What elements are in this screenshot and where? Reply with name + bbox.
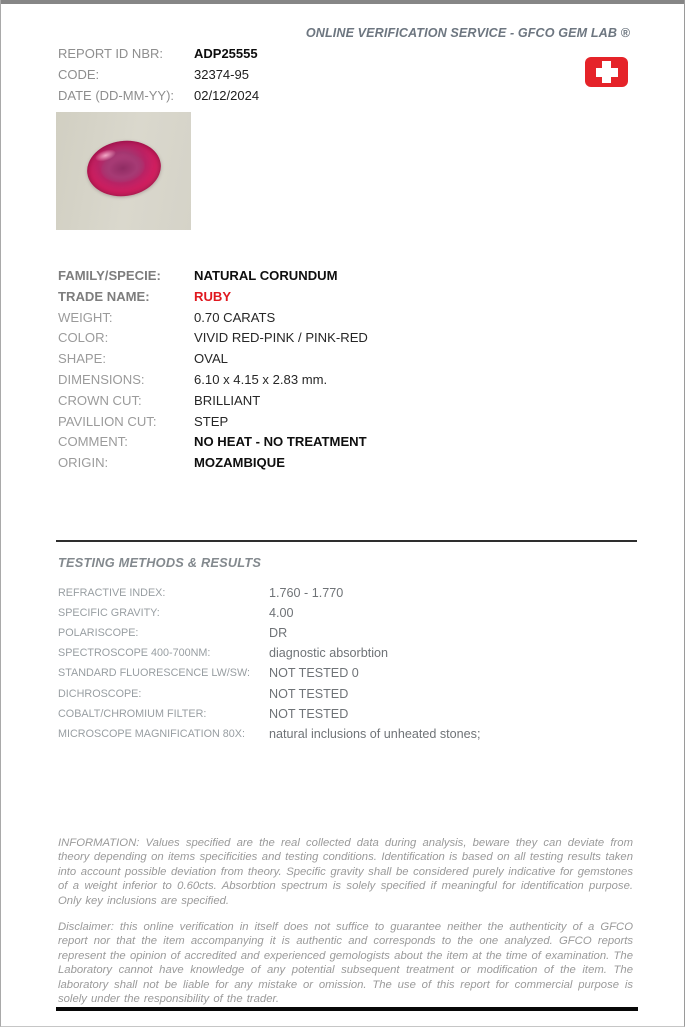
- crown-cut-label: CROWN CUT:: [58, 392, 142, 408]
- pavillion-cut-value: STEP: [194, 413, 229, 429]
- dichroscope-value: NOT TESTED: [269, 686, 349, 701]
- polariscope-label: POLARISCOPE:: [58, 627, 139, 640]
- crown-cut-value: BRILLIANT: [194, 392, 261, 408]
- refractive-index-value: 1.760 - 1.770: [269, 586, 344, 601]
- testing-section-heading: TESTING METHODS & RESULTS: [58, 555, 262, 570]
- testing-row-refractive-index: [58, 583, 480, 603]
- code-row: [58, 64, 259, 85]
- cobalt-filter-label: COBALT/CHROMIUM FILTER:: [58, 707, 207, 720]
- dimensions-label: DIMENSIONS:: [58, 371, 145, 387]
- bottom-rule: [56, 1007, 638, 1011]
- swiss-flag-icon: [585, 57, 628, 87]
- detail-row-color: [58, 328, 368, 349]
- pavillion-cut-label: PAVILLION CUT:: [58, 413, 157, 429]
- dichroscope-label: DICHROSCOPE:: [58, 687, 142, 700]
- swiss-cross-horizontal: [596, 68, 618, 77]
- shape-label: SHAPE:: [58, 351, 107, 367]
- testing-row-fluorescence: [58, 663, 480, 683]
- family-label: FAMILY/SPECIE:: [58, 268, 161, 283]
- family-value: NATURAL CORUNDUM: [194, 268, 338, 283]
- weight-label: WEIGHT:: [58, 309, 113, 325]
- testing-row-dichroscope: [58, 683, 480, 703]
- report-id-row: [58, 43, 259, 64]
- ruby-gem-image: [84, 136, 165, 201]
- disclaimer-paragraph: Disclaimer: this online verification in itself does not suffice to guarantee neither the authenticity of a GFCO report nor that the item accompanying it is authentic and corresponds to the one analyzed. GFCO reports represent the opinion of accredited and experienced gemologists about the item at the time of examination. The Laboratory cannot have knowledge of any potential subsequent treatment or modification of the item. The laboratory shall not be liable for any mistake or omission. The use of this report for commercial purpose is solely under the responsibility of the trader.: [58, 921, 633, 1006]
- cobalt-filter-value: NOT TESTED: [269, 706, 349, 721]
- date-value: 02/12/2024: [194, 88, 260, 103]
- detail-row-origin: [58, 453, 368, 474]
- color-label: COLOR:: [58, 330, 109, 346]
- detail-row-weight: [58, 308, 368, 329]
- detail-row-crown-cut: [58, 391, 368, 412]
- refractive-index-label: REFRACTIVE INDEX:: [58, 587, 166, 600]
- detail-row-trade-name: [58, 287, 368, 308]
- testing-row-polariscope: [58, 623, 480, 643]
- spectroscope-value: diagnostic absorbtion: [269, 646, 389, 661]
- information-paragraph: INFORMATION: Values specified are the real collected data during analysis, beware they can deviate from theory depending on items specificities and testing conditions. Identification is based on all testing results taken into account possible deviation from theory. Specific gravity shall be considered purely indicative for gemstones of a weight inferior to 0.60cts. Absorbtion spectrum is solely specified if meaningful for identification purpose. Only key inclusions are specified.: [58, 837, 633, 907]
- shape-value: OVAL: [194, 351, 228, 367]
- specific-gravity-label: SPECIFIC GRAVITY:: [58, 607, 160, 620]
- report-id-block: [58, 43, 259, 106]
- spectroscope-label: SPECTROSCOPE 400-700NM:: [58, 647, 211, 660]
- section-divider-line: [56, 540, 637, 542]
- top-border-bar: [1, 0, 685, 4]
- detail-row-family: [58, 266, 368, 287]
- gem-details-section: [58, 266, 368, 474]
- code-value: 32374-95: [194, 67, 249, 82]
- detail-row-dimensions: [58, 370, 368, 391]
- origin-value: MOZAMBIQUE: [194, 455, 285, 471]
- weight-value: 0.70 CARATS: [194, 309, 276, 325]
- service-title: ONLINE VERIFICATION SERVICE - GFCO GEM LAB ®: [305, 26, 630, 40]
- microscope-label: MICROSCOPE MAGNIFICATION 80X:: [58, 727, 245, 740]
- microscope-value: natural inclusions of unheated stones;: [269, 726, 481, 741]
- comment-label: COMMENT:: [58, 434, 128, 450]
- trade-name-value: RUBY: [194, 288, 232, 304]
- fluorescence-value: NOT TESTED 0: [269, 666, 359, 681]
- testing-row-spectroscope: [58, 643, 480, 663]
- fluorescence-label: STANDARD FLUORESCENCE LW/SW:: [58, 667, 250, 680]
- report-id-label: REPORT ID NBR:: [58, 46, 163, 61]
- testing-row-cobalt-filter: [58, 704, 480, 724]
- date-row: [58, 85, 259, 106]
- polariscope-value: DR: [269, 626, 288, 641]
- gem-photo: [56, 112, 191, 230]
- detail-row-pavillion-cut: [58, 412, 368, 433]
- specific-gravity-value: 4.00: [269, 606, 294, 621]
- detail-row-comment: [58, 432, 368, 453]
- date-label: DATE (DD-MM-YY):: [58, 88, 175, 103]
- comment-value: NO HEAT - NO TREATMENT: [194, 434, 367, 450]
- report-id-value: ADP25555: [194, 46, 258, 61]
- testing-row-specific-gravity: [58, 603, 480, 623]
- origin-label: ORIGIN:: [58, 455, 109, 471]
- testing-row-microscope: [58, 724, 480, 744]
- color-value: VIVID RED-PINK / PINK-RED: [194, 330, 368, 346]
- code-label: CODE:: [58, 67, 100, 82]
- dimensions-value: 6.10 x 4.15 x 2.83 mm.: [194, 371, 328, 387]
- trade-name-label: TRADE NAME:: [58, 288, 150, 304]
- testing-results-section: [58, 583, 480, 744]
- detail-row-shape: [58, 349, 368, 370]
